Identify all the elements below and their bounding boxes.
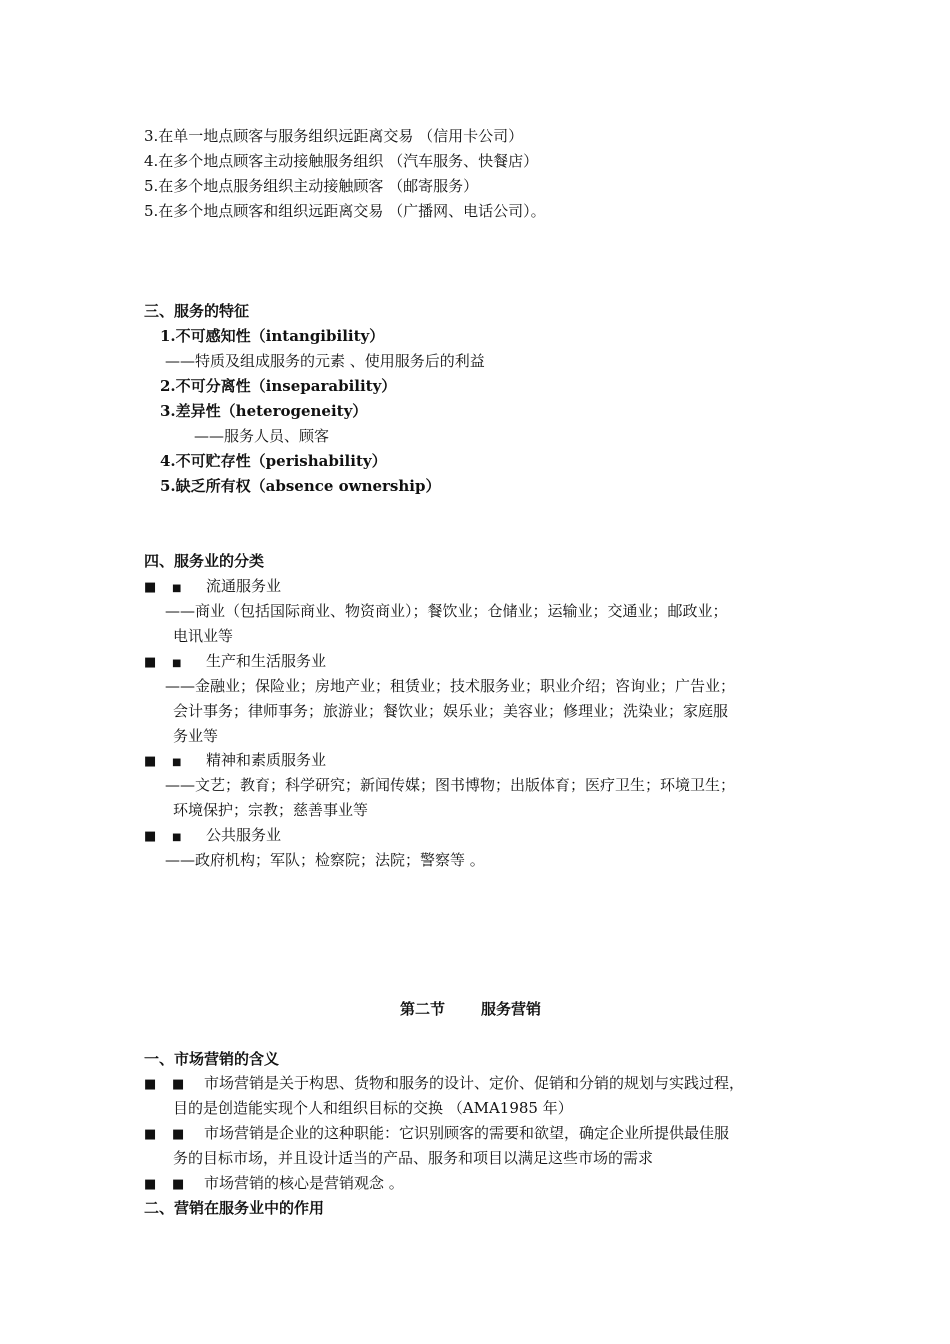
category-title: 流通服务业 xyxy=(206,577,282,595)
list-item xyxy=(144,1071,744,1096)
feature-item: 3.差异性（heterogeneity） xyxy=(160,402,368,420)
bullet-icon: ■ xyxy=(144,1177,157,1192)
section-name: 服务营销 xyxy=(481,1000,542,1018)
list-item: 5.在多个地点服务组织主动接触顾客 （邮寄服务） xyxy=(144,177,479,195)
definition-text: 务的目标市场，并且设计适当的产品、服务和项目以满足这些市场的需求 xyxy=(173,1149,654,1167)
category-detail: 电讯业等 xyxy=(173,627,234,645)
bullet-icon: ■ xyxy=(172,832,182,843)
list-item: 4.在多个地点顾客主动接触服务组织 （汽车服务、快餐店） xyxy=(144,152,539,170)
list-item xyxy=(144,823,281,848)
section-heading: 三、服务的特征 xyxy=(144,302,250,320)
list-item xyxy=(144,748,326,773)
feature-item: 4.不可贮存性（perishability） xyxy=(160,452,387,470)
section-heading: 四、服务业的分类 xyxy=(144,552,265,570)
category-detail: ——文艺；教育；科学研究；新闻传媒；图书博物；出版体育；医疗卫生；环境卫生； xyxy=(165,776,736,794)
bullet-icon: ■ xyxy=(144,829,157,844)
section-heading: 一、市场营销的含义 xyxy=(144,1050,280,1068)
definition-text: 市场营销是企业的这种职能：它识别顾客的需要和欲望，确定企业所提供最佳服 xyxy=(204,1124,730,1142)
bullet-icon: ■ xyxy=(144,1077,157,1092)
page-title xyxy=(400,997,541,1022)
feature-item: 5.缺乏所有权（absence ownership） xyxy=(160,477,441,495)
category-detail: ——政府机构；军队；检察院；法院；警察等 。 xyxy=(165,851,485,869)
definition-text: 市场营销的核心是营销观念 。 xyxy=(204,1174,404,1192)
list-item xyxy=(144,574,281,599)
bullet-icon: ■ xyxy=(172,757,182,768)
bullet-icon: ■ xyxy=(172,583,182,594)
category-title: 生产和生活服务业 xyxy=(206,652,327,670)
list-item xyxy=(144,1171,404,1196)
list-item xyxy=(144,649,326,674)
definition-text: 目的是创造能实现个人和组织目标的交换 （AMA1985 年） xyxy=(173,1099,573,1117)
section-heading: 二、营销在服务业中的作用 xyxy=(144,1199,325,1217)
bullet-icon: ■ xyxy=(144,754,157,769)
bullet-icon: ■ xyxy=(172,1127,185,1142)
section-number: 第二节 xyxy=(400,1000,446,1018)
definition-text: 市场营销是关于构思、货物和服务的设计、定价、促销和分销的规划与实践过程， xyxy=(204,1074,745,1092)
bullet-icon: ■ xyxy=(144,655,157,670)
category-detail: 会计事务；律师事务；旅游业；餐饮业；娱乐业；美容业；修理业；洗染业；家庭服 xyxy=(173,702,729,720)
category-detail: 务业等 xyxy=(173,727,219,745)
bullet-icon: ■ xyxy=(144,1127,157,1142)
feature-item: 1.不可感知性（intangibility） xyxy=(160,327,385,345)
feature-note: ——服务人员、顾客 xyxy=(194,427,330,445)
bullet-icon: ■ xyxy=(144,580,157,595)
list-item: 3.在单一地点顾客与服务组织远距离交易 （信用卡公司） xyxy=(144,127,524,145)
category-detail: ——金融业；保险业；房地产业；租赁业；技术服务业；职业介绍；咨询业；广告业； xyxy=(165,677,736,695)
list-item xyxy=(144,1121,729,1146)
category-title: 精神和素质服务业 xyxy=(206,751,327,769)
bullet-icon: ■ xyxy=(172,1177,185,1192)
category-title: 公共服务业 xyxy=(206,826,282,844)
list-item: 5.在多个地点顾客和组织远距离交易 （广播网、电话公司）。 xyxy=(144,202,546,220)
bullet-icon: ■ xyxy=(172,1077,185,1092)
category-detail: ——商业（包括国际商业、物资商业）；餐饮业；仓储业；运输业；交通业；邮政业； xyxy=(165,602,728,620)
feature-note: ——特质及组成服务的元素 、使用服务后的利益 xyxy=(165,352,485,370)
bullet-icon: ■ xyxy=(172,658,182,669)
feature-item: 2.不可分离性（inseparability） xyxy=(160,377,397,395)
category-detail: 环境保护；宗教；慈善事业等 xyxy=(173,801,369,819)
